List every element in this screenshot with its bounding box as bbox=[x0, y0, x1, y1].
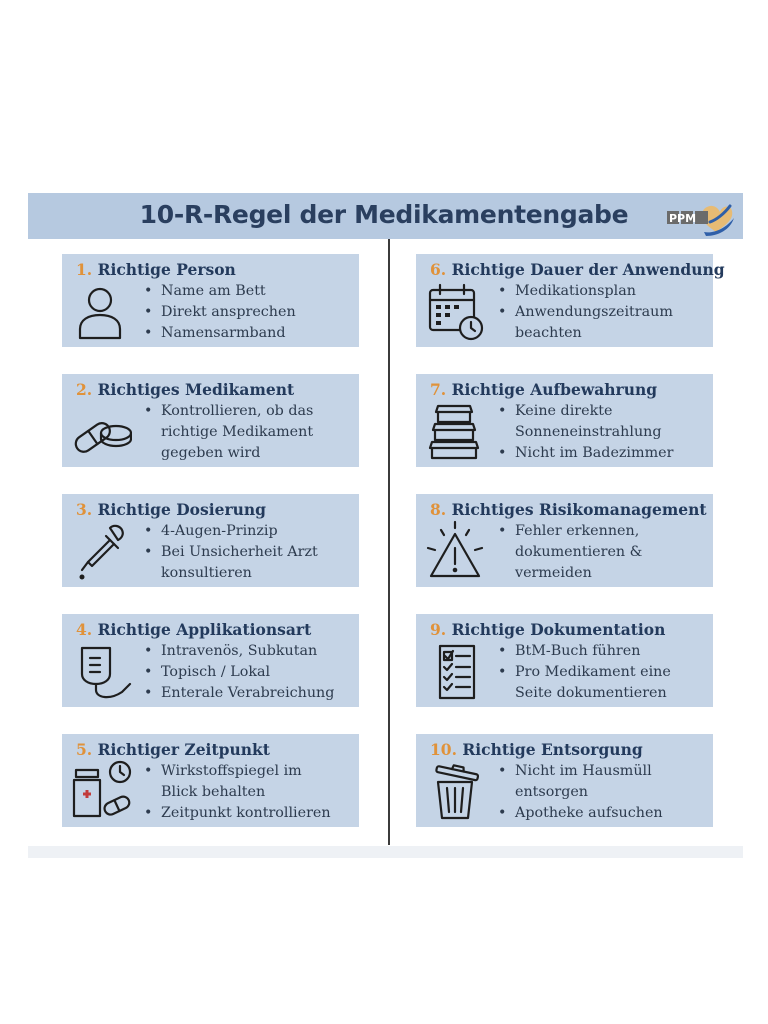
rule-heading: 8. Richtiges Risikomanagement bbox=[430, 500, 707, 519]
list-item: • Namensarmband bbox=[144, 325, 286, 341]
list-item: • Wirkstoffspiegel im bbox=[144, 763, 302, 779]
logo-letter: PPM bbox=[669, 212, 697, 225]
rule-heading: 3. Richtige Dosierung bbox=[76, 500, 267, 519]
list-item-continuation: beachten bbox=[515, 325, 582, 341]
rule-heading: 4. Richtige Applikationsart bbox=[76, 620, 312, 639]
list-item: • BtM-Buch führen bbox=[498, 643, 641, 659]
dropper-icon bbox=[70, 520, 132, 582]
rule-heading: 7. Richtige Aufbewahrung bbox=[430, 380, 658, 399]
list-item-continuation: entsorgen bbox=[515, 784, 589, 800]
rule-card-4 bbox=[62, 614, 359, 707]
list-item: • Intravenös, Subkutan bbox=[144, 643, 318, 659]
list-item-continuation: Seite dokumentieren bbox=[515, 685, 667, 701]
list-item-continuation: dokumentieren & bbox=[515, 544, 643, 560]
list-item: • Name am Bett bbox=[144, 283, 266, 299]
rule-heading: 2. Richtiges Medikament bbox=[76, 380, 295, 399]
list-item-continuation: vermeiden bbox=[515, 565, 592, 581]
rule-card-10 bbox=[416, 734, 713, 827]
ppm-logo bbox=[664, 196, 736, 238]
rule-heading: 1. Richtige Person bbox=[76, 260, 236, 279]
rule-card-5 bbox=[62, 734, 359, 827]
warning-icon bbox=[424, 520, 486, 582]
list-item: • Nicht im Hausmüll bbox=[498, 763, 652, 779]
list-item: • Direkt ansprechen bbox=[144, 304, 296, 320]
list-item: • Pro Medikament eine bbox=[498, 664, 671, 680]
list-item: • Enterale Verabreichung bbox=[144, 685, 335, 701]
rule-card-9 bbox=[416, 614, 713, 707]
rule-heading: 5. Richtiger Zeitpunkt bbox=[76, 740, 270, 759]
rule-card-1 bbox=[62, 254, 359, 347]
rule-heading: 6. Richtige Dauer der Anwendung bbox=[430, 260, 725, 279]
rule-card-8 bbox=[416, 494, 713, 587]
list-item-continuation: Blick behalten bbox=[161, 784, 266, 800]
page-title: 10-R-Regel der Medikamentengabe bbox=[139, 200, 629, 229]
list-item: • Medikationsplan bbox=[498, 283, 636, 299]
rule-heading: 9. Richtige Dokumentation bbox=[430, 620, 666, 639]
footer-band bbox=[28, 846, 743, 858]
list-item: • Fehler erkennen, bbox=[498, 523, 640, 539]
pills-icon bbox=[70, 400, 132, 462]
list-item: • Anwendungszeitraum bbox=[498, 304, 673, 320]
list-item: • Zeitpunkt kontrollieren bbox=[144, 805, 331, 821]
list-item: • Nicht im Badezimmer bbox=[498, 445, 674, 461]
list-item: • Apotheke aufsuchen bbox=[498, 805, 663, 821]
list-item: • Bei Unsicherheit Arzt bbox=[144, 544, 318, 560]
medicine-clock-icon bbox=[70, 760, 132, 822]
rule-card-7 bbox=[416, 374, 713, 467]
person-icon bbox=[70, 280, 132, 342]
rule-heading: 10. Richtige Entsorgung bbox=[430, 740, 643, 759]
checklist-icon bbox=[424, 640, 486, 702]
storage-boxes-icon bbox=[424, 400, 486, 462]
calendar-clock-icon bbox=[424, 280, 486, 342]
rule-card-6 bbox=[416, 254, 725, 347]
list-item-continuation: gegeben wird bbox=[161, 445, 261, 461]
rule-card-3 bbox=[62, 494, 359, 587]
infusion-bag-icon bbox=[70, 640, 132, 702]
list-item: • Kontrollieren, ob das bbox=[144, 403, 314, 419]
trash-can-icon bbox=[424, 760, 486, 822]
list-item-continuation: Sonneneinstrahlung bbox=[515, 424, 662, 440]
rule-card-2 bbox=[62, 374, 359, 467]
column-divider bbox=[388, 239, 390, 845]
list-item-continuation: richtige Medikament bbox=[161, 424, 314, 440]
list-item: • Topisch / Lokal bbox=[144, 664, 271, 680]
list-item: • 4-Augen-Prinzip bbox=[144, 523, 278, 539]
list-item: • Keine direkte bbox=[498, 403, 613, 419]
list-item-continuation: konsultieren bbox=[161, 565, 252, 581]
